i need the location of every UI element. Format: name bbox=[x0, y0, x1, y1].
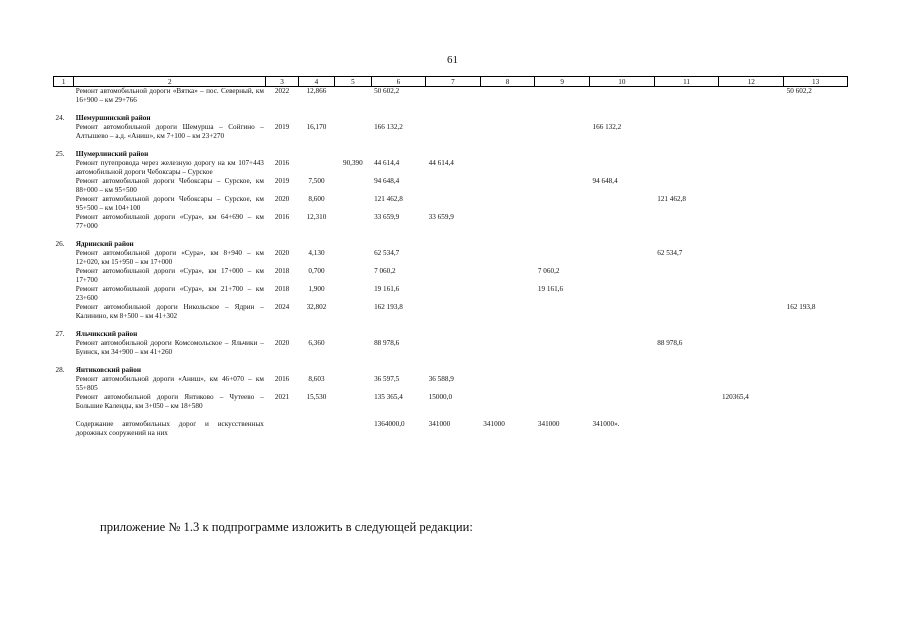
column-number: 7 bbox=[426, 77, 481, 87]
table-cell bbox=[719, 267, 784, 285]
table-cell bbox=[480, 114, 535, 123]
table-cell bbox=[784, 213, 848, 231]
table-cell bbox=[784, 114, 848, 123]
table-cell: 2018 bbox=[274, 267, 290, 275]
table-row bbox=[54, 303, 848, 321]
work-description: Ремонт автомобильной дороги «Вятка» – пос. Северный, км 16+900 – км 29+766 bbox=[75, 87, 264, 104]
table-cell bbox=[590, 114, 655, 123]
table-cell bbox=[426, 303, 481, 321]
table-cell bbox=[590, 195, 655, 213]
table-cell bbox=[335, 420, 371, 438]
table-cell bbox=[480, 240, 535, 249]
table-cell bbox=[654, 375, 719, 393]
district-name: Яльчикский район bbox=[75, 330, 138, 338]
district-row bbox=[54, 150, 848, 159]
table-cell bbox=[335, 177, 371, 195]
table-cell bbox=[784, 420, 848, 438]
table-cell bbox=[590, 375, 655, 393]
column-number: 6 bbox=[371, 77, 426, 87]
table-cell bbox=[784, 393, 848, 411]
table-cell bbox=[266, 330, 298, 339]
table-cell bbox=[54, 249, 74, 267]
table-cell bbox=[426, 150, 481, 159]
work-description: Содержание автомобильных дорог и искусственных дорожных сооружений на них bbox=[75, 420, 264, 437]
table-cell bbox=[480, 177, 535, 195]
table-cell: 121 462,8 bbox=[657, 195, 686, 203]
column-number-row bbox=[54, 77, 848, 87]
table-cell bbox=[784, 123, 848, 141]
table-cell bbox=[335, 366, 371, 375]
table-cell: 120365,4 bbox=[721, 393, 749, 401]
table-cell bbox=[654, 213, 719, 231]
table-cell bbox=[590, 267, 655, 285]
table-cell: 15000,0 bbox=[428, 393, 453, 401]
table-cell: 7,500 bbox=[308, 177, 325, 185]
work-description: Ремонт автомобильной дороги «Сура», км 8+940 – км 12+020, км 15+950 – км 17+000 bbox=[75, 249, 264, 266]
table-cell bbox=[654, 303, 719, 321]
table-cell: 94 648,4 bbox=[592, 177, 618, 185]
table-cell bbox=[535, 240, 590, 249]
table-cell: 33 659,9 bbox=[428, 213, 454, 221]
table-cell bbox=[719, 339, 784, 357]
table-cell bbox=[335, 267, 371, 285]
table-cell bbox=[371, 366, 426, 375]
table-cell bbox=[426, 285, 481, 303]
table-cell bbox=[784, 366, 848, 375]
district-row bbox=[54, 330, 848, 339]
table-cell: 88 978,6 bbox=[657, 339, 683, 347]
table-cell bbox=[480, 159, 535, 177]
table-cell bbox=[54, 303, 74, 321]
table-row bbox=[54, 393, 848, 411]
work-description: Ремонт автомобильной дороги Шемурша – Сойгино – Алтышево – а.д. «Аниш», км 7+100 – км 23+270 bbox=[75, 123, 264, 140]
table-cell bbox=[719, 114, 784, 123]
table-cell bbox=[654, 285, 719, 303]
table-cell bbox=[654, 240, 719, 249]
table-cell bbox=[719, 195, 784, 213]
table-cell: 25. bbox=[55, 150, 65, 158]
table-cell bbox=[298, 114, 334, 123]
table-cell bbox=[298, 366, 334, 375]
work-description: Ремонт автомобильной дороги Чебоксары – Сурское, км 95+500 – км 104+100 bbox=[75, 195, 264, 212]
table-cell: 44 614,4 bbox=[428, 159, 454, 167]
table-cell: 8,603 bbox=[308, 375, 325, 383]
table-cell bbox=[426, 330, 481, 339]
table-cell bbox=[535, 393, 590, 411]
table-cell bbox=[335, 393, 371, 411]
table-cell bbox=[654, 177, 719, 195]
table-cell: 162 193,8 bbox=[374, 303, 403, 311]
table-cell bbox=[784, 285, 848, 303]
table-cell bbox=[590, 213, 655, 231]
table-cell: 2020 bbox=[274, 339, 290, 347]
spacer-cell bbox=[54, 231, 848, 240]
table-cell bbox=[654, 150, 719, 159]
table-cell bbox=[784, 249, 848, 267]
table-cell: 2024 bbox=[274, 303, 290, 311]
page-number: 61 bbox=[447, 54, 458, 66]
column-number: 3 bbox=[266, 77, 298, 87]
table-cell bbox=[371, 114, 426, 123]
table-cell bbox=[535, 195, 590, 213]
table-cell bbox=[335, 285, 371, 303]
column-number: 13 bbox=[784, 77, 848, 87]
table-cell bbox=[480, 195, 535, 213]
table-cell bbox=[371, 150, 426, 159]
table-cell bbox=[480, 267, 535, 285]
table-cell: 88 978,6 bbox=[374, 339, 400, 347]
table-cell: 135 365,4 bbox=[374, 393, 403, 401]
table-cell bbox=[480, 249, 535, 267]
work-description: Ремонт автомобильной дороги Никольское – Ядрин – Калинино, км 8+500 – км 41+302 bbox=[75, 303, 264, 320]
table-cell: 162 193,8 bbox=[786, 303, 816, 311]
table-cell bbox=[335, 123, 371, 141]
table-cell bbox=[654, 420, 719, 438]
table-cell bbox=[480, 123, 535, 141]
table-cell bbox=[266, 420, 298, 438]
table-cell bbox=[298, 150, 334, 159]
district-name: Ядринский район bbox=[75, 240, 134, 248]
table-cell bbox=[590, 285, 655, 303]
table-cell bbox=[426, 87, 481, 106]
work-description: Ремонт автомобильной дороги «Сура», км 17+000 – км 17+700 bbox=[75, 267, 264, 284]
table-cell: 121 462,8 bbox=[374, 195, 403, 203]
column-number: 10 bbox=[590, 77, 655, 87]
spacer-cell bbox=[54, 105, 848, 114]
table-cell bbox=[719, 177, 784, 195]
district-row bbox=[54, 240, 848, 249]
column-number: 4 bbox=[298, 77, 334, 87]
table-cell bbox=[535, 375, 590, 393]
table-cell: 8,600 bbox=[308, 195, 325, 203]
spacer-row bbox=[54, 141, 848, 150]
work-description: Ремонт автомобильной дороги «Сура», км 21+700 – км 23+600 bbox=[75, 285, 264, 302]
table-cell bbox=[590, 159, 655, 177]
table-cell bbox=[719, 159, 784, 177]
table-cell bbox=[784, 330, 848, 339]
program-table bbox=[53, 76, 848, 438]
work-description: Ремонт путепровода через железную дорогу на км 107+443 автомобильной дороги Чебоксары – Сурское bbox=[75, 159, 264, 176]
table-cell bbox=[426, 267, 481, 285]
district-row bbox=[54, 114, 848, 123]
table-cell bbox=[480, 87, 535, 106]
table-cell bbox=[654, 159, 719, 177]
spacer-cell bbox=[54, 321, 848, 330]
table-cell bbox=[426, 195, 481, 213]
table-cell: 2020 bbox=[274, 249, 290, 257]
table-cell: 341000 bbox=[428, 420, 451, 428]
table-cell bbox=[654, 114, 719, 123]
table-cell bbox=[654, 330, 719, 339]
table-row bbox=[54, 285, 848, 303]
table-cell bbox=[54, 159, 74, 177]
table-cell bbox=[480, 393, 535, 411]
table-cell: 166 132,2 bbox=[374, 123, 403, 131]
table-cell: 7 060,2 bbox=[374, 267, 396, 275]
table-cell bbox=[54, 195, 74, 213]
amendment-text: приложение № 1.3 к подпрограмме изложить в следующей редакции: bbox=[100, 520, 473, 534]
table-row bbox=[54, 177, 848, 195]
table-cell: 6,360 bbox=[308, 339, 325, 347]
table-cell bbox=[590, 249, 655, 267]
table-body bbox=[54, 87, 848, 439]
table-cell bbox=[266, 240, 298, 249]
table-cell bbox=[719, 249, 784, 267]
table-cell bbox=[426, 177, 481, 195]
table-cell: 2018 bbox=[274, 285, 290, 293]
table-row bbox=[54, 267, 848, 285]
table-cell: 94 648,4 bbox=[374, 177, 400, 185]
column-number: 5 bbox=[335, 77, 371, 87]
table-cell bbox=[719, 150, 784, 159]
work-description: Ремонт автомобильной дороги «Сура», км 64+690 – км 77+000 bbox=[75, 213, 264, 230]
district-name: Шумерлинский район bbox=[75, 150, 149, 158]
spacer-cell bbox=[54, 411, 848, 420]
table-cell: 2016 bbox=[274, 159, 290, 167]
table-cell bbox=[480, 285, 535, 303]
table-cell bbox=[426, 240, 481, 249]
table-cell: 341000 bbox=[537, 420, 560, 428]
table-cell bbox=[480, 366, 535, 375]
table-cell: 16,170 bbox=[306, 123, 327, 131]
table-cell bbox=[535, 159, 590, 177]
table-cell bbox=[590, 339, 655, 357]
table-cell: 4,130 bbox=[308, 249, 325, 257]
table-cell bbox=[784, 375, 848, 393]
table-cell bbox=[535, 330, 590, 339]
column-number: 1 bbox=[54, 77, 74, 87]
table-cell bbox=[719, 420, 784, 438]
table-cell bbox=[426, 123, 481, 141]
spacer-row bbox=[54, 411, 848, 420]
spacer-row bbox=[54, 105, 848, 114]
table-cell bbox=[54, 393, 74, 411]
table-cell: 19 161,6 bbox=[374, 285, 400, 293]
table-cell bbox=[719, 123, 784, 141]
table-cell bbox=[535, 114, 590, 123]
table-cell bbox=[335, 150, 371, 159]
table-cell: 36 597,5 bbox=[374, 375, 400, 383]
table-cell bbox=[654, 87, 719, 106]
table-cell bbox=[535, 150, 590, 159]
table-cell bbox=[535, 366, 590, 375]
table-row bbox=[54, 213, 848, 231]
table-cell bbox=[335, 303, 371, 321]
table-cell bbox=[590, 240, 655, 249]
table-cell bbox=[54, 375, 74, 393]
table-row bbox=[54, 123, 848, 141]
table-cell bbox=[719, 87, 784, 106]
table-cell: 166 132,2 bbox=[592, 123, 622, 131]
table-cell bbox=[54, 339, 74, 357]
table-cell: 1,900 bbox=[308, 285, 325, 293]
table-cell bbox=[371, 240, 426, 249]
table-cell: 0,700 bbox=[308, 267, 325, 275]
table-cell bbox=[535, 213, 590, 231]
table-cell bbox=[335, 330, 371, 339]
table-cell bbox=[784, 195, 848, 213]
table-cell: 2019 bbox=[274, 123, 290, 131]
table-cell: 62 534,7 bbox=[374, 249, 400, 257]
table-cell bbox=[480, 213, 535, 231]
table-cell: 27. bbox=[55, 330, 65, 338]
work-description: Ремонт автомобильной дороги Комсомольское – Яльчики – Буинск, км 34+900 – км 41+260 bbox=[75, 339, 264, 356]
table-cell bbox=[54, 87, 74, 106]
table-cell: 32,802 bbox=[306, 303, 327, 311]
table-row bbox=[54, 339, 848, 357]
table-cell: 24. bbox=[55, 114, 65, 122]
table-cell: 341000». bbox=[592, 420, 620, 428]
table-cell bbox=[335, 114, 371, 123]
table-cell bbox=[719, 303, 784, 321]
table-cell: 12,310 bbox=[306, 213, 327, 221]
table-cell bbox=[54, 285, 74, 303]
table-cell bbox=[54, 267, 74, 285]
spacer-row bbox=[54, 231, 848, 240]
table-cell: 2021 bbox=[274, 393, 290, 401]
table-cell bbox=[335, 213, 371, 231]
table-cell bbox=[426, 366, 481, 375]
table-cell bbox=[654, 123, 719, 141]
table-cell bbox=[335, 87, 371, 106]
table-cell bbox=[535, 123, 590, 141]
table-row bbox=[54, 420, 848, 438]
table-cell bbox=[654, 267, 719, 285]
table-cell bbox=[426, 114, 481, 123]
spacer-cell bbox=[54, 141, 848, 150]
table-cell bbox=[335, 375, 371, 393]
spacer-row bbox=[54, 357, 848, 366]
work-description: Ремонт автомобильной дороги Чебоксары – Сурское, км 88+000 – км 95+500 bbox=[75, 177, 264, 194]
table-cell bbox=[480, 339, 535, 357]
table-cell bbox=[298, 159, 334, 177]
table-cell bbox=[335, 195, 371, 213]
table-cell bbox=[719, 330, 784, 339]
table-row bbox=[54, 87, 848, 106]
table-cell: 2020 bbox=[274, 195, 290, 203]
table-cell bbox=[371, 330, 426, 339]
table-cell: 50 602,2 bbox=[786, 87, 812, 95]
table-cell bbox=[590, 366, 655, 375]
table-cell bbox=[54, 177, 74, 195]
column-number: 12 bbox=[719, 77, 784, 87]
district-row bbox=[54, 366, 848, 375]
table-cell: 7 060,2 bbox=[537, 267, 560, 275]
table-cell: 19 161,6 bbox=[537, 285, 564, 293]
table-cell bbox=[719, 366, 784, 375]
table-cell bbox=[298, 240, 334, 249]
table-cell: 28. bbox=[55, 366, 65, 374]
table-cell bbox=[335, 240, 371, 249]
table-cell bbox=[535, 177, 590, 195]
table-cell bbox=[590, 330, 655, 339]
table-cell bbox=[426, 339, 481, 357]
table-cell bbox=[784, 267, 848, 285]
table-cell bbox=[335, 339, 371, 357]
table-cell bbox=[54, 420, 74, 438]
table-cell: 44 614,4 bbox=[374, 159, 400, 167]
table-cell bbox=[480, 375, 535, 393]
table-row bbox=[54, 195, 848, 213]
table-cell bbox=[590, 150, 655, 159]
table-cell bbox=[784, 339, 848, 357]
column-number: 9 bbox=[535, 77, 590, 87]
table-cell bbox=[719, 375, 784, 393]
work-description: Ремонт автомобильной дороги «Аниш», км 46+070 – км 55+805 bbox=[75, 375, 264, 392]
table-cell bbox=[535, 249, 590, 267]
table-cell bbox=[590, 303, 655, 321]
table-cell bbox=[784, 240, 848, 249]
table-cell: 2019 bbox=[274, 177, 290, 185]
district-name: Шемуршинский район bbox=[75, 114, 151, 122]
table-cell bbox=[784, 150, 848, 159]
table-cell bbox=[719, 285, 784, 303]
table-cell: 1364000,0 bbox=[374, 420, 405, 428]
table-cell bbox=[266, 114, 298, 123]
table-cell bbox=[654, 366, 719, 375]
table-cell: 15,530 bbox=[306, 393, 327, 401]
table-cell bbox=[784, 159, 848, 177]
table-cell bbox=[480, 150, 535, 159]
table-cell: 62 534,7 bbox=[657, 249, 683, 257]
table-cell bbox=[535, 303, 590, 321]
table-cell: 90,390 bbox=[342, 159, 363, 167]
table-cell bbox=[654, 393, 719, 411]
table-cell: 2016 bbox=[274, 375, 290, 383]
spacer-row bbox=[54, 321, 848, 330]
table-row bbox=[54, 375, 848, 393]
column-number: 11 bbox=[654, 77, 719, 87]
work-description: Ремонт автомобильной дороги Янтиково – Чутеево – Большие Календы, км 3+050 – км 18+580 bbox=[75, 393, 264, 410]
table-cell bbox=[719, 213, 784, 231]
table-cell: 36 588,9 bbox=[428, 375, 454, 383]
table-cell bbox=[480, 303, 535, 321]
table-cell: 341000 bbox=[483, 420, 505, 428]
spacer-cell bbox=[54, 357, 848, 366]
column-number: 2 bbox=[74, 77, 266, 87]
table-cell: 2016 bbox=[274, 213, 290, 221]
table-cell: 33 659,9 bbox=[374, 213, 400, 221]
table-cell bbox=[590, 393, 655, 411]
table-cell bbox=[784, 177, 848, 195]
table-cell bbox=[535, 87, 590, 106]
table-row bbox=[54, 249, 848, 267]
table-cell: 12,866 bbox=[306, 87, 327, 95]
table-cell: 2022 bbox=[274, 87, 290, 95]
column-number: 8 bbox=[480, 77, 535, 87]
table-cell bbox=[54, 213, 74, 231]
table-cell bbox=[298, 420, 334, 438]
table-cell bbox=[335, 249, 371, 267]
table-cell bbox=[480, 330, 535, 339]
table-cell: 50 602,2 bbox=[374, 87, 400, 95]
table-cell bbox=[266, 150, 298, 159]
district-name: Янтиковский район bbox=[75, 366, 142, 374]
table-cell bbox=[719, 240, 784, 249]
table-row bbox=[54, 159, 848, 177]
table-cell bbox=[426, 249, 481, 267]
table-cell bbox=[590, 87, 655, 106]
table-cell: 26. bbox=[55, 240, 65, 248]
table-cell bbox=[298, 330, 334, 339]
table-cell bbox=[54, 123, 74, 141]
table-cell bbox=[266, 366, 298, 375]
table-cell bbox=[535, 339, 590, 357]
